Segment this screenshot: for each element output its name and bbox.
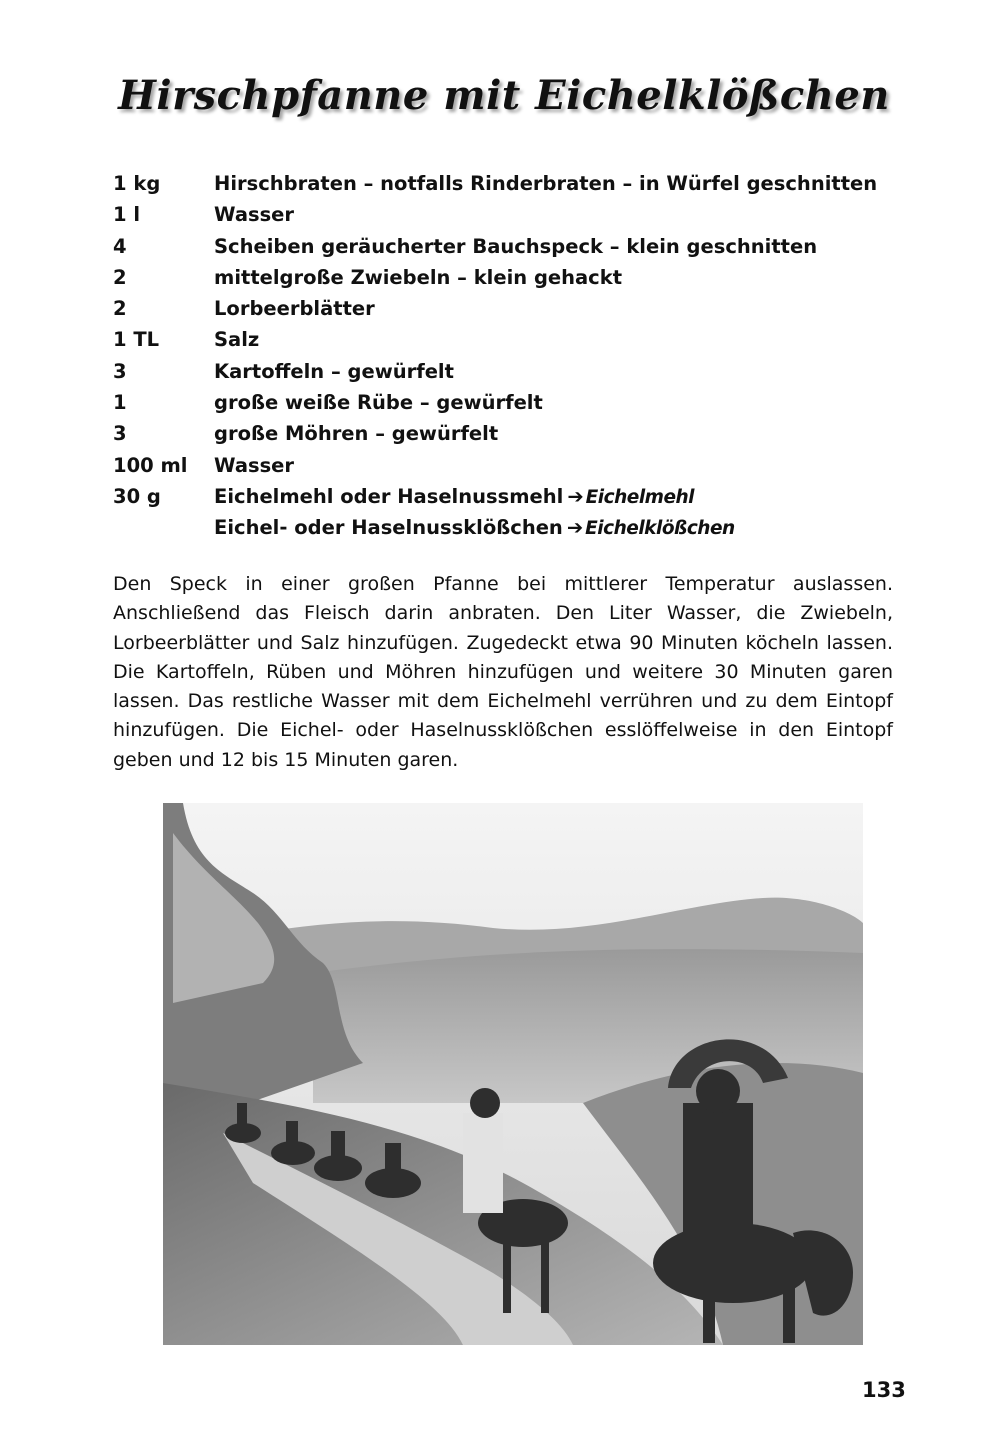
ingredient-quantity: 1 TL — [113, 328, 160, 352]
ingredient-quantity: 3 — [113, 422, 127, 446]
ingredient-row — [113, 450, 903, 481]
ingredient-name: große weiße Rübe – gewürfelt — [214, 391, 543, 415]
ingredient-quantity: 30 g — [113, 484, 161, 508]
horse-leg — [541, 1233, 549, 1313]
ingredient-quantity: 1 kg — [113, 172, 161, 195]
cross-reference-link[interactable]: Eichelklößchen — [585, 518, 735, 540]
ingredient-name: Wasser — [214, 453, 295, 477]
ingredient-row — [113, 481, 903, 512]
ingredient-quantity: 100 ml — [113, 453, 188, 477]
ingredient-list — [113, 168, 903, 544]
rider-figure — [286, 1121, 298, 1153]
ingredient-name: große Möhren – gewürfelt — [214, 422, 499, 446]
ingredient-name — [214, 512, 735, 543]
page-number: 133 — [862, 1378, 906, 1402]
ingredient-row — [113, 324, 903, 355]
ingredient-name: Lorbeerblätter — [214, 297, 375, 321]
ingredient-name: Hirschbraten – notfalls Rinderbraten – in Würfel geschnitten — [214, 172, 878, 195]
horse-leg — [703, 1283, 715, 1343]
ingredient-name: Salz — [214, 328, 260, 352]
ingredient-row — [113, 199, 903, 230]
arrow-right-icon: ➔ — [566, 516, 584, 540]
ingredient-row — [113, 356, 903, 387]
rider-head — [696, 1069, 740, 1113]
rider-figure — [237, 1103, 247, 1131]
ingredient-row — [113, 387, 903, 418]
ingredient-row — [113, 512, 903, 543]
cross-reference-link[interactable]: Eichelmehl — [585, 486, 695, 508]
instructions-paragraph: Den Speck in einer großen Pfanne bei mittlerer Temperatur auslassen. Anschließend das Fleisch darin anbraten. Den Liter Wasser, die Zwiebeln, Lorbeerblätter und Salz hinzufügen. Zugedeckt etwa 90 Minuten köcheln lassen. Die Kartoffeln, Rüben und Möhren hinzufügen und weitere 30 Minuten garen lassen. Das restliche Wasser mit dem Eichelmehl verrühren und zu dem Eintopf hinzufügen. Die Eichel- oder Haselnussklößchen esslöffelweise in den Eintopf geben und 12 bis 15 Minuten garen. — [113, 573, 893, 771]
ingredient-quantity: 1 — [113, 391, 127, 415]
ingredient-row — [113, 293, 903, 324]
ingredient-name: mittelgroße Zwiebeln – klein gehackt — [214, 265, 623, 289]
ingredient-quantity: 2 — [113, 297, 127, 321]
ingredient-quantity: 2 — [113, 265, 127, 289]
rider-figure — [683, 1103, 753, 1253]
ingredient-name: Wasser — [214, 203, 295, 227]
ingredient-text: Eichelmehl oder Haselnussmehl — [214, 484, 564, 508]
rider-figure — [463, 1113, 503, 1213]
ingredient-row — [113, 418, 903, 449]
recipe-title: Hirschpfanne mit Eichelklößchen — [118, 72, 890, 119]
rider-head — [470, 1088, 500, 1118]
ingredient-quantity: 1 l — [113, 203, 141, 227]
ingredient-row — [113, 231, 903, 262]
ingredient-row — [113, 168, 903, 199]
ingredient-quantity — [113, 512, 214, 543]
arrow-right-icon: ➔ — [567, 484, 584, 508]
horse-leg — [503, 1233, 511, 1313]
ingredient-name: Scheiben geräucherter Bauchspeck – klein geschnitten — [214, 234, 818, 258]
ingredient-text: Eichel- oder Haselnussklößchen — [214, 516, 563, 540]
horse-leg — [783, 1283, 795, 1343]
ingredient-row — [113, 262, 903, 293]
ingredient-quantity: 4 — [113, 234, 127, 258]
rider-figure — [385, 1143, 401, 1185]
ingredient-name — [214, 481, 694, 512]
ingredient-quantity: 3 — [113, 359, 127, 383]
ingredient-name: Kartoffeln – gewürfelt — [214, 359, 454, 383]
rider-figure — [331, 1131, 345, 1167]
historical-photo — [163, 803, 863, 1345]
